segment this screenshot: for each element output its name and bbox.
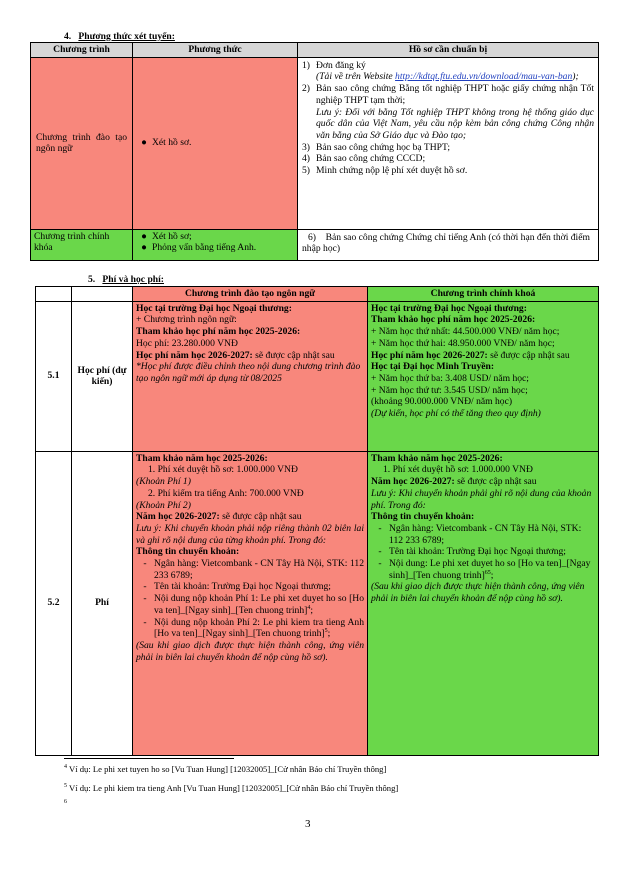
text-line: + Năm học thứ ba: 3.408 USD/ năm học; — [371, 372, 529, 384]
text-line: 1. Phí xét duyệt hồ sơ: 1.000.000 VNĐ — [383, 464, 533, 476]
footnote-4: $^4$ Ví dụ: Le phi xet tuyen ho so [Vu Tuan Hung] [12032005]_[Cử nhân Báo chí Truyền thông] — [64, 764, 387, 774]
method-item: ● Xét hồ sơ. — [141, 137, 192, 149]
text-line: Lưu ý: Khi chuyển khoản phải nộp riêng thành 02 biên lai và ghi rõ nội dung của từng khoản phí. Trong đó: — [136, 522, 364, 546]
text-line: + Chương trình ngôn ngữ: — [136, 314, 237, 326]
empty-cell — [72, 287, 133, 302]
transfer-item: - Ngân hàng: Vietcombank - CN Tây Hà Nội, STK: 112 233 6789; — [143, 558, 364, 581]
doc-item: 3) Bản sao công chứng học bạ THPT; — [302, 141, 450, 153]
text-line: (Khoản Phí 1) — [136, 476, 191, 488]
text-line: (Sau khi giao dịch được thực hiện thành công, ứng viên phải in biên lai chuyển khoản để nộp cùng hồ sơ). — [136, 639, 364, 663]
fees-table — [35, 286, 599, 756]
col-main-header: Chương trình chính khoá — [368, 287, 599, 302]
doc-item: 5) Minh chứng nộp lệ phí xét duyệt hồ sơ. — [302, 165, 468, 177]
col-language-header: Chương trình đào tạo ngôn ngữ — [133, 287, 368, 302]
program-language-label: Chương trình đào tạo ngôn ngữ — [36, 131, 127, 155]
text-line: (Dự kiến, học phí có thể tăng theo quy định) — [371, 408, 541, 420]
tuition-main-cell — [368, 301, 599, 451]
text-line: Tham khảo học phí năm học 2025-2026: — [371, 314, 536, 326]
transfer-item: - Nội dung: Le phi xet duyet ho so [Ho va ten]_[Ngay sinh]_[Ten chuong trinh]$^{65}$; — [378, 558, 591, 581]
row-label: Học phí (dự kiến) — [72, 301, 133, 451]
empty-cell — [36, 287, 72, 302]
method-item: ● Phỏng vấn bằng tiếng Anh. — [141, 242, 257, 254]
text-line: *Học phí được điều chỉnh theo nội dung chương trình đào tạo ngôn ngữ mới áp dụng từ 08/2025 — [136, 361, 361, 384]
text-line: (Sau khi giao dịch được thực hiện thành công, ứng viên phải in biên lai chuyển khoản để nộp cùng hồ sơ). — [371, 581, 585, 605]
transfer-item: - Tên tài khoản: Trường Đại học Ngoại thương; — [378, 546, 566, 558]
text-line: Năm học 2026-2027: sẽ được cập nhật sau — [136, 511, 302, 523]
doc-item: 6) Bản sao công chứng Chứng chỉ tiếng Anh (có thời hạn đến thời điểm nhập học) — [302, 231, 590, 255]
footnote-divider — [64, 758, 234, 759]
documents-main-cell — [298, 229, 599, 260]
row-number: 5.2 — [36, 451, 72, 755]
header-documents: Hồ sơ cần chuẩn bị — [298, 43, 599, 58]
text-line: Học phí năm học 2026-2027: sẽ được cập nhật sau — [136, 349, 335, 361]
text-line: Học phí năm học 2026-2027: sẽ được cập nhật sau — [371, 349, 570, 361]
header-method: Phương thức — [133, 43, 298, 58]
transfer-item: - Nội dung nộp khoản Phí 2: Le phi kiem tra tieng Anh [Ho va ten]_[Ngay sinh]_[Ten chuong trinh]$^5$; — [143, 616, 364, 640]
text-line: Học phí: 23.280.000 VNĐ — [136, 337, 238, 349]
text-line: 1. Phí xét duyệt hồ sơ: 1.000.000 VNĐ — [148, 464, 298, 476]
transfer-item: - Ngân hàng: Vietcombank - CN Tây Hà Nội, STK: 112 233 6789; — [378, 522, 582, 546]
transfer-item: - Tên tài khoản: Trường Đại học Ngoại thương; — [143, 581, 331, 593]
transfer-item: - Nội dung nộp khoản Phí 1: Le phi xet duyet ho so [Ho va ten]_[Ngay sinh]_[Ten chuong trinh]$^4$; — [143, 593, 364, 616]
program-language-cell — [31, 57, 133, 229]
fees-main-cell — [368, 451, 599, 755]
method-main-cell — [133, 229, 298, 260]
section4-heading: 4. Phương thức xét tuyển: — [64, 31, 175, 42]
row-label: Phí — [72, 451, 133, 755]
section5-heading: 5. Phí và học phí: — [88, 274, 164, 285]
text-line: + Năm học thứ tư: 3.545 USD/ năm học; — [371, 384, 528, 396]
text-line: Tham khảo năm học 2025-2026: — [371, 452, 503, 464]
text-line: Thông tin chuyển khoản: — [136, 546, 240, 558]
text-line: + Năm học thứ nhất: 44.500.000 VNĐ/ năm học; — [371, 326, 560, 338]
text-line: Thông tin chuyển khoản: — [371, 511, 475, 523]
doc-item: 1) Đơn đăng ký — [302, 59, 366, 71]
method-language-cell — [133, 57, 298, 229]
tuition-language-cell — [133, 301, 368, 451]
text-line: (khoảng 90.000.000 VNĐ/ năm học) — [371, 396, 513, 408]
text-line: + Năm học thứ hai: 48.950.000 VNĐ/ năm học; — [371, 337, 555, 349]
method-item: ● Xét hồ sơ; — [141, 230, 192, 242]
text-line: Tham khảo năm học 2025-2026: — [136, 452, 268, 464]
page-number: 3 — [305, 818, 311, 830]
fees-language-cell — [133, 451, 368, 755]
program-main-label: Chương trình chính khóa — [34, 230, 110, 254]
doc-item: 2) Bản sao công chứng Bằng tốt nghiệp THPT hoặc giấy chứng nhận Tốt nghiệp THPT tạm thời; — [302, 83, 594, 106]
text-line: Tham khảo học phí năm học 2025-2026: — [136, 326, 301, 338]
text-line: Học tại Đại học Minh Truyền: — [371, 361, 495, 373]
download-link[interactable]: http://kdtqt.ftu.edu.vn/download/mau-van-ban — [395, 71, 573, 83]
text-line: Học tại trường Đại học Ngoại thương: — [136, 302, 292, 314]
doc-download-note: (Tải về trên Website http://kdtqt.ftu.edu.vn/download/mau-van-ban); — [316, 71, 579, 83]
text-line: Lưu ý: Khi chuyển khoản phải ghi rõ nội dung của khoản phí. Trong đó: — [371, 487, 592, 511]
admission-method-table — [30, 42, 599, 261]
program-main-cell — [31, 229, 133, 260]
text-line: Học tại trường Đại học Ngoại thương: — [371, 302, 527, 314]
footnote-5: $^5$ Ví dụ: Le phi kiem tra tieng Anh [Vu Tuan Hung] [12032005]_[Cử nhân Báo chí Truyền thông] — [64, 783, 399, 793]
text-line: (Khoản Phí 2) — [136, 499, 191, 511]
doc-note: Lưu ý: Đối với bằng Tốt nghiệp THPT không trong hệ thống giáo dục quốc dân của Việt Nam, yêu cầu nộp kèm bản công chứng Công nhận văn bằng của Sở Giáo dục và Đào tạo; — [316, 106, 594, 141]
row-number: 5.1 — [36, 301, 72, 451]
text-line: Năm học 2026-2027: sẽ được cập nhật sau — [371, 476, 537, 488]
footnote-6: 6 — [64, 799, 67, 806]
doc-item: 4) Bản sao công chứng CCCD; — [302, 153, 426, 165]
documents-cell — [298, 57, 599, 229]
header-program: Chương trình — [31, 43, 133, 58]
text-line: 2. Phí kiểm tra tiếng Anh: 700.000 VNĐ — [148, 487, 304, 499]
